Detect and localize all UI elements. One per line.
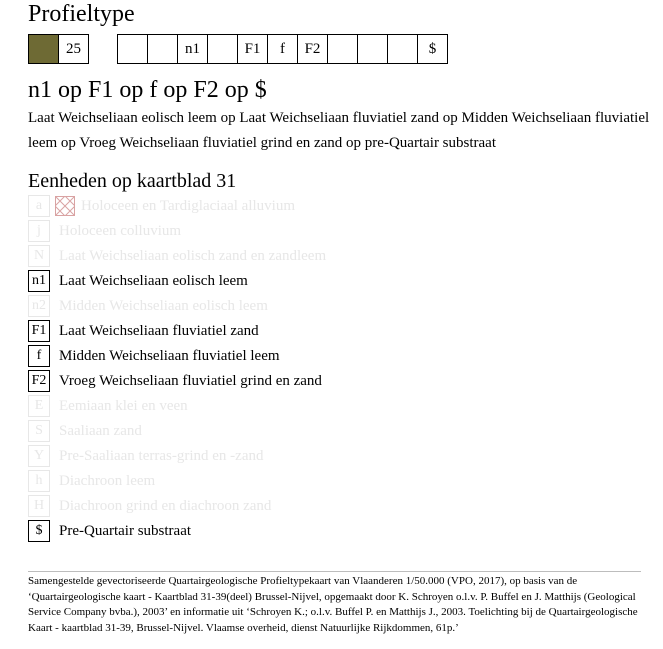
legend-code: N [28, 245, 50, 267]
source-footnote: Samengestelde gevectoriseerde Quartairgeologische Profieltypekaart van Vlaanderen 1/50.000 (VPO, 2017), op basis van de ‘Quartairgeologische kaart - Kaartblad 31-39(deel) Brussel-Nijvel, opgemaakt door K. Schroyen o.l.v. P. Buffel en J. Matthijs (Geological Service Company bvba.), 2003’ en informatie uit ‘Schroyen K.; o.l.v. Buffel P. en Matthijs J., 2003. Toelichting bij de Quartairgeologische Kaart - kaartblad 31-39, Brussel-Nijvel. Vlaamse overheid, dienst Natuurlijke Rijkdommen, 61p.’ [28, 575, 638, 634]
profile-cell [147, 34, 178, 64]
profile-cell [327, 34, 358, 64]
legend-label: Eemiaan klei en veen [59, 398, 188, 414]
legend-code: n2 [28, 295, 50, 317]
legend-item-f [28, 345, 280, 367]
legend-item-E [28, 395, 188, 417]
profile-description: Laat Weichseliaan eolisch leem op Laat Weichseliaan fluviatiel zand op Midden Weichseliaan fluviatiel leem op Vroeg Weichseliaan fluviatiel grind en zand op pre-Quartair substraat [28, 110, 650, 151]
legend-label: Midden Weichseliaan eolisch leem [59, 298, 268, 314]
legend-label: Pre-Saaliaan terras-grind en -zand [59, 448, 264, 464]
legend-item-a [28, 195, 295, 217]
legend-label: Laat Weichseliaan eolisch zand en zandleem [59, 248, 327, 264]
profile-formula: n1 op F1 op f op F2 op $ [28, 77, 267, 103]
legend-label: Vroeg Weichseliaan fluviatiel grind en zand [59, 373, 322, 389]
legend-item-N [28, 245, 326, 267]
legend-code: a [28, 195, 50, 217]
profile-cell [387, 34, 418, 64]
legend-item-F2 [28, 370, 322, 392]
legend-label: Laat Weichseliaan fluviatiel zand [59, 323, 259, 339]
legend-code: $ [28, 520, 50, 542]
legend-item-h [28, 470, 155, 492]
legend-label: Laat Weichseliaan eolisch leem [59, 273, 248, 289]
profile-cell: n1 [177, 34, 208, 64]
legend-label: Pre-Quartair substraat [59, 523, 192, 539]
legend-label: Diachroon grind en diachroon zand [59, 498, 272, 514]
legend-code: S [28, 420, 50, 442]
legend-item-j [28, 220, 181, 242]
profile-cell [207, 34, 238, 64]
legend-item-n2 [28, 295, 268, 317]
profile-map-number: 25 [58, 34, 89, 64]
hatch-pattern-icon [55, 196, 75, 216]
profile-cell: F2 [297, 34, 328, 64]
legend-title: Eenheden op kaartblad 31 [28, 170, 237, 192]
profile-color-swatch [28, 34, 59, 64]
legend-code: F1 [28, 320, 50, 342]
profile-cell: f [267, 34, 298, 64]
legend-code: H [28, 495, 50, 517]
legend-code: h [28, 470, 50, 492]
legend-code: E [28, 395, 50, 417]
legend-label: Holoceen en Tardiglaciaal alluvium [81, 198, 296, 214]
legend-item-H [28, 495, 271, 517]
legend-label: Holoceen colluvium [59, 223, 182, 239]
legend-label: Midden Weichseliaan fluviatiel leem [59, 348, 280, 364]
legend-item-Y [28, 445, 264, 467]
legend-item-S [28, 420, 142, 442]
legend-code: f [28, 345, 50, 367]
legend-code: Y [28, 445, 50, 467]
profile-cell [117, 34, 148, 64]
legend-code: n1 [28, 270, 50, 292]
legend-code: j [28, 220, 50, 242]
page-title: Profieltype [28, 1, 135, 27]
profile-cell: F1 [237, 34, 268, 64]
profile-cell: $ [417, 34, 448, 64]
profile-cell [357, 34, 388, 64]
footnote-divider [28, 571, 641, 572]
legend-item-F1 [28, 320, 259, 342]
legend-item-dollar [28, 520, 191, 542]
legend-code: F2 [28, 370, 50, 392]
legend-label: Diachroon leem [59, 473, 156, 489]
legend-item-n1 [28, 270, 248, 292]
legend-label: Saaliaan zand [59, 423, 142, 439]
